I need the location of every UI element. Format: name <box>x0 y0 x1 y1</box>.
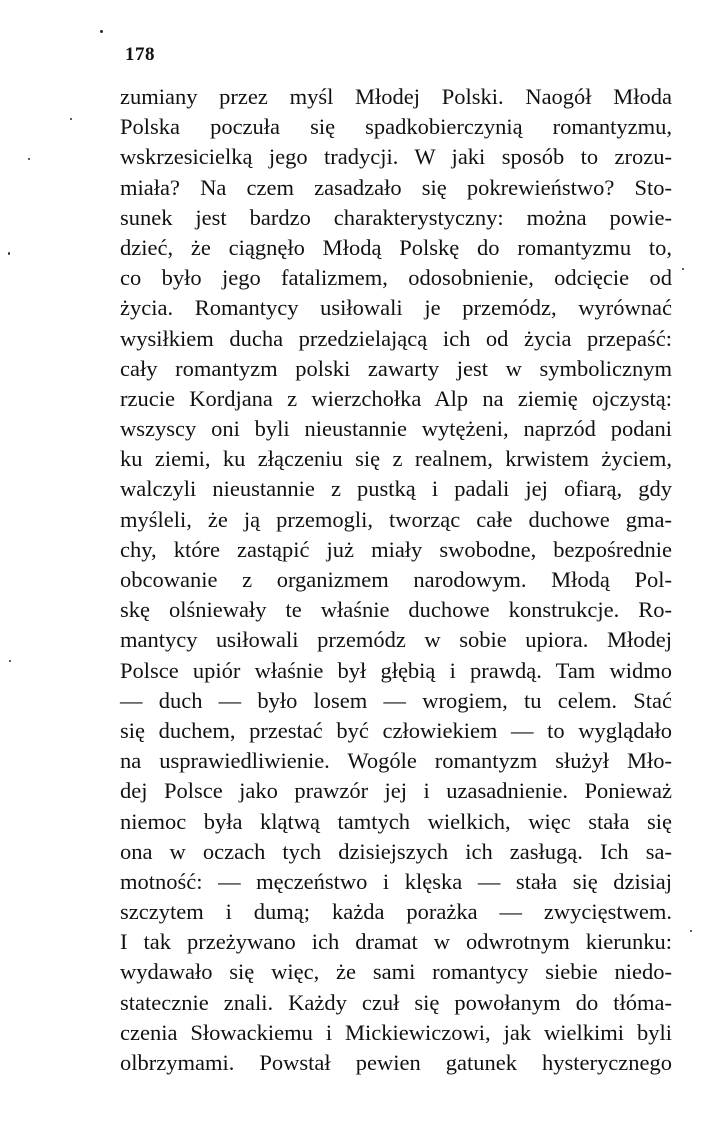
text-line: sunek jest bardzo charakterystyczny: można powie- <box>120 204 672 230</box>
text-line: na usprawiedliwienie. Wogóle romantyzm służył Mło- <box>120 748 672 774</box>
text-line: dzieć, że ciągnęło Młodą Polskę do romantyzmu to, <box>120 234 672 260</box>
text-line: cały romantyzm polski zawarty jest w symbolicznym <box>120 355 672 381</box>
text-line: zumiany przez myśl Młodej Polski. Naogół Młoda <box>120 84 672 109</box>
text-line: miała? Na czem zasadzało się pokrewieństwo? Sto- <box>120 174 672 200</box>
text-line: czenia Słowackiemu i Mickiewiczowi, jak wielkimi byli <box>120 1019 672 1045</box>
text-line: życia. Romantycy usiłowali je przemódz, wyrównać <box>120 295 672 321</box>
text-line: rzucie Kordjana z wierzchołka Alp na ziemię ojczystą: <box>120 385 672 411</box>
text-line: myśleli, że ją przemogli, tworząc całe duchowe gma- <box>120 506 672 532</box>
text-line: się duchem, przestać być człowiekiem — to wyglądało <box>120 717 672 743</box>
text-line: ku ziemi, ku złączeniu się z realnem, krwistem życiem, <box>120 446 672 472</box>
text-line: wysiłkiem ducha przedzielającą ich od życia przepaść: <box>120 325 672 351</box>
scan-speck <box>70 118 72 120</box>
text-line: mantycy usiłowali przemódz w sobie upiora. Młodej <box>120 627 672 653</box>
text-line: co było jego fatalizmem, odosobnienie, odcięcie od <box>120 265 672 291</box>
text-line: skę olśniewały te właśnie duchowe konstrukcje. Ro- <box>120 597 672 623</box>
text-line: wskrzesicielką jego tradycji. W jaki sposób to zrozu- <box>120 144 672 170</box>
text-line: obcowanie z organizmem narodowym. Młodą Pol- <box>120 567 672 592</box>
text-line: motność: — męczeństwo i klęska — stała się dzisiaj <box>120 868 672 894</box>
text-line: wszyscy oni byli nieustannie wytężeni, naprzód podani <box>120 416 672 442</box>
text-line: dej Polsce jako prawzór jej i uzasadnienie. Ponieważ <box>120 778 672 804</box>
text-line: walczyli nieustannie z pustką i padali jej ofiarą, gdy <box>120 476 672 502</box>
text-line: Polsce upiór właśnie był głębią i prawdą. Tam widmo <box>120 657 672 683</box>
text-line: I tak przeżywano ich dramat w odwrotnym kierunku: <box>120 929 672 955</box>
text-line: szczytem i dumą; każda porażka — zwycięstwem. <box>120 899 672 925</box>
body-text <box>120 82 672 1078</box>
text-line: Polska poczuła się spadkobierczynią romantyzmu, <box>120 114 672 140</box>
text-line: chy, które zastąpić już miały swobodne, bezpośrednie <box>120 536 672 562</box>
scan-speck <box>9 660 11 662</box>
text-line: niemoc była klątwą tamtych wielkich, więc stała się <box>120 808 672 834</box>
scan-speck <box>682 268 684 270</box>
scan-speck <box>100 30 103 33</box>
text-line: wydawało się więc, że sami romantycy siebie niedo- <box>120 959 672 985</box>
text-line: ona w oczach tych dzisiejszych ich zasługą. Ich sa- <box>120 838 672 864</box>
text-line: statecznie znali. Każdy czuł się powołanym do tłóma- <box>120 989 672 1015</box>
scan-speck <box>8 252 10 255</box>
scan-speck <box>690 930 692 932</box>
scan-speck <box>28 158 30 160</box>
text-line: — duch — było losem — wrogiem, tu celem. Stać <box>120 687 672 713</box>
text-line: olbrzymami. Powstał pewien gatunek hysterycznego <box>120 1050 672 1075</box>
page-number: 178 <box>125 44 155 65</box>
